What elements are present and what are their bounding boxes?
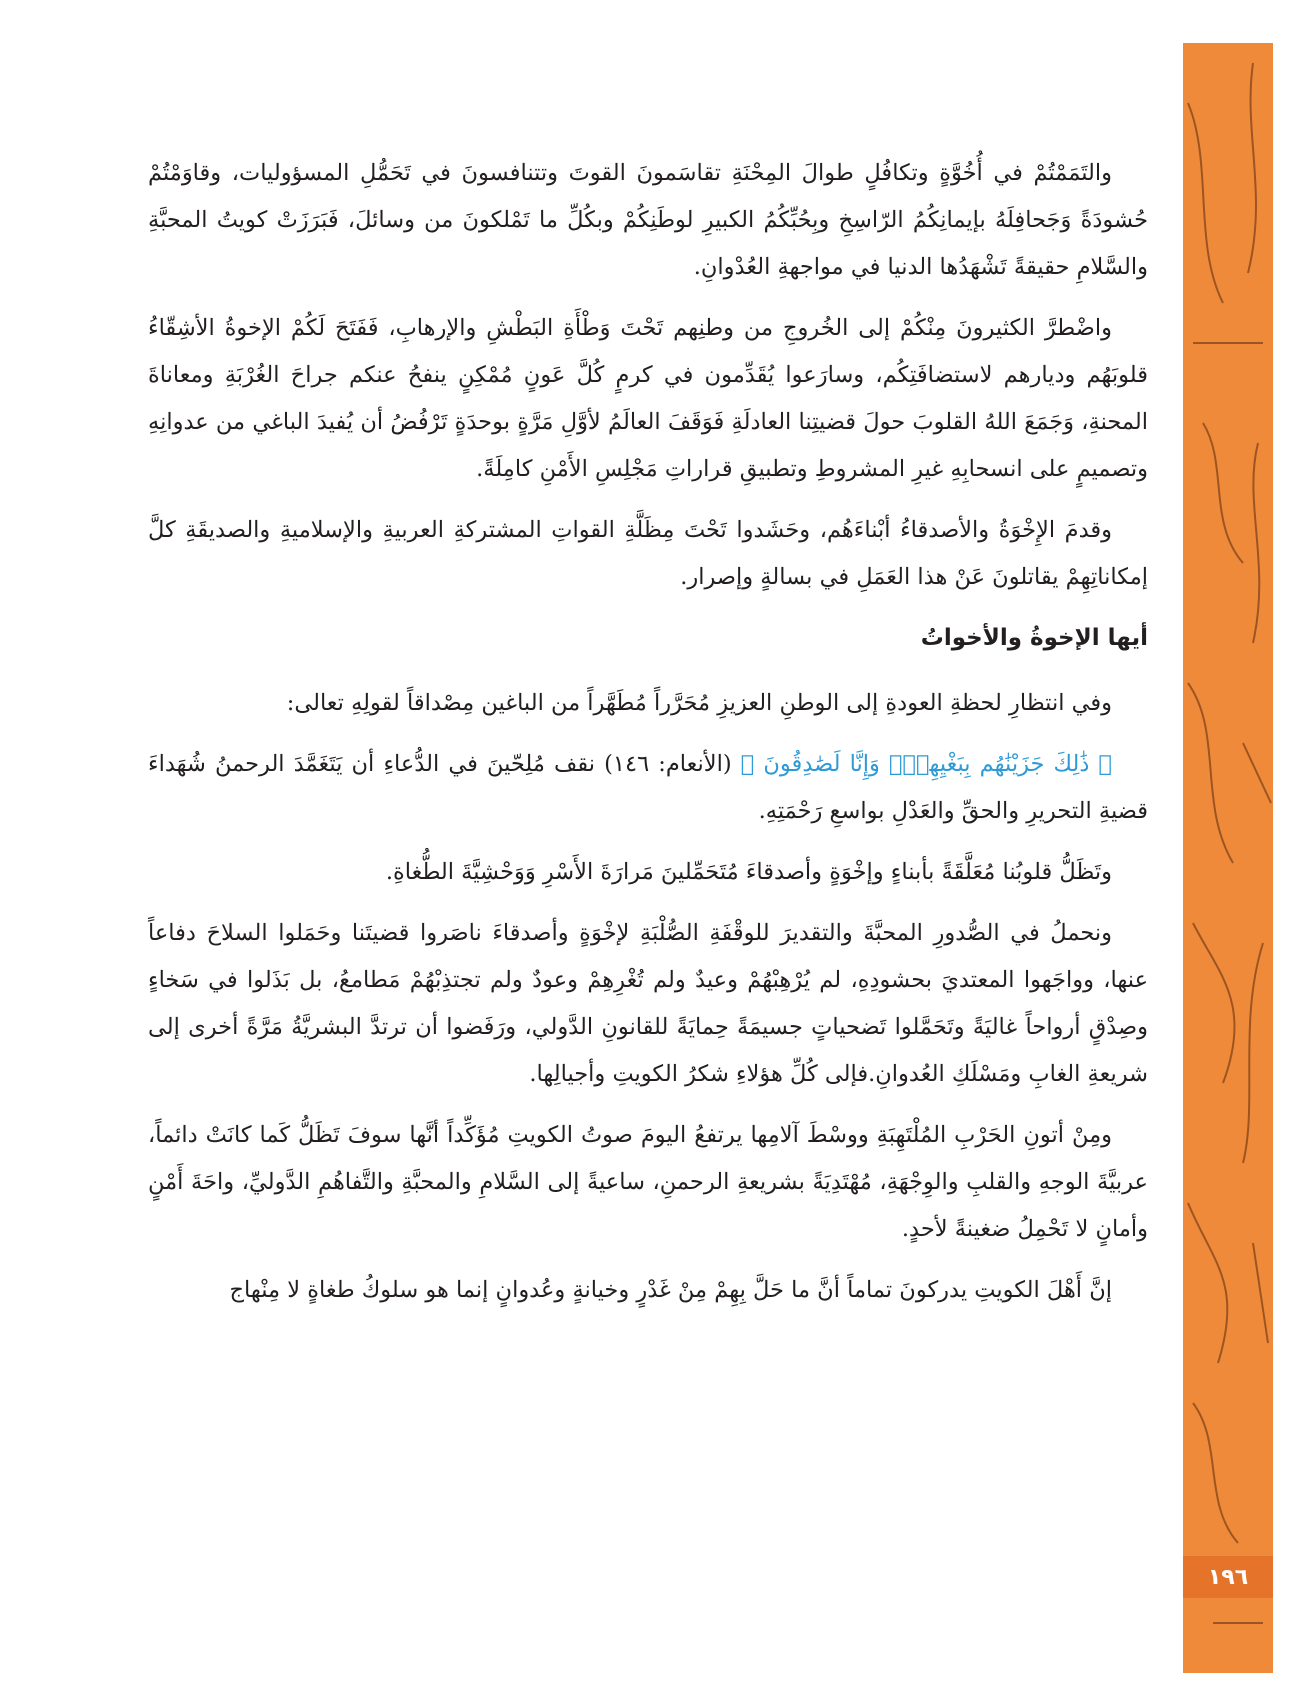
paragraph-9: إنَّ أَهْلَ الكويتِ يدركونَ تماماً أنَّ ما حَلَّ بِهِمْ مِنْ غَدْرٍ وخيانةٍ وعُدوانٍ إنما هو سلوكُ طغاةٍ لا مِنْهاج <box>229 1277 1112 1303</box>
document-body <box>148 150 1148 1328</box>
section-heading: أيها الإخوةُ والأخواتُ <box>920 625 1148 651</box>
paragraph-4: وفي انتظارِ لحظةِ العودةِ إلى الوطنِ العزيزِ مُحَرَّراً مُطَهَّراً من الباغين مِصْداقاً لقولِهِ تعالى: <box>286 690 1112 716</box>
side-band-pattern <box>1183 43 1273 1673</box>
page-number: ١٩٦ <box>1183 1556 1273 1598</box>
paragraph-7: ونحملُ في الصُّدورِ المحبَّةَ والتقديرَ للوقْفَةِ الصُّلْبَةِ لإخْوَةٍ وأصدقاءَ ناصَروا قضيتَنا وحَمَلوا السلاحَ دفاعاً عنها، وواجَهوا المعتديَ بحشودِهِ، لم يُرْهِبْهُمْ وعيدٌ ولم تُغْرِهِمْ وعودٌ ولم تجتذِبْهُمْ مَطامعُ، بل بَذَلوا في سَخاءٍ وصِدْقٍ أرواحاً غاليَةً وتَحَمَّلوا تَضحياتٍ جسيمَةً حِمايَةً للقانونِ الدَّولي، ورَفَضوا أن ترتدَّ البشريَّةُ مَرَّةً أخرى إلى شريعةِ الغابِ ومَسْلَكِ العُدوانِ.فإلى كُلِّ هؤلاءِ شكرُ الكويتِ وأجيالِها. <box>148 920 1148 1087</box>
verse-paragraph-text: (الأنعام: ١٤٦) نقف مُلِحّينَ في الدُّعاءِ أن يَتَغَمَّدَ الرحمنُ شُهَداءَ قضيةِ التحريرِ والحقِّ والعَدْلِ بواسعِ رَحْمَتِهِ. <box>148 751 1148 824</box>
paragraph-8: ومِنْ أتونِ الحَرْبِ المُلْتَهِبَةِ ووسْطَ آلامِها يرتفعُ اليومَ صوتُ الكويتِ مُؤَكِّداً أنَّها سوفَ تَظَلُّ كَما كانَتْ دائماً، عربيَّةَ الوجهِ والقلبِ والوِجْهَةِ، مُهْتَدِيَةً بشريعةِ الرحمنِ، ساعيةً إلى السَّلامِ والمحبَّةِ والتَّفاهُمِ الدَّوليِّ، واحَةَ أَمْنٍ وأمانٍ لا تَحْمِلُ ضغينةً لأحدٍ. <box>148 1122 1148 1242</box>
paragraph-6: وتَظَلُّ قلوبُنا مُعَلَّقَةً بأبناءٍ وإخْوَةٍ وأصدقاءَ مُتَحَمِّلينَ مَرارَةَ الأَسْرِ وَوَحْشِيَّةَ الطُّغاةِ. <box>385 859 1112 885</box>
paragraph-1: والتَمَمْتُمْ في أُخُوَّةٍ وتكافُلٍ طوالَ المِحْنَةِ تقاسَمونَ القوتَ وتتنافسونَ في تَحَمُّلِ المسؤوليات، وقاوَمْتُمْ حُشودَةً وَجَحافِلَهُ بإيمانِكُمُ الرّاسِخِ وبِحُبِّكُمُ الكبيرِ لوطَنِكُمْ وبكُلِّ ما تَمْلكونَ من وسائلَ، فَبَرَزَتْ كويتُ المحبَّةِ والسَّلامِ حقيقةً تَشْهَدُها الدنيا في مواجهةِ العُدْوانِ. <box>148 160 1148 280</box>
paragraph-2: واضْطرَّ الكثيرونَ مِنْكُمْ إلى الخُروجِ من وطنِهم تَحْتَ وَطْأَةِ البَطْشِ والإرهابِ، فَفَتَحَ لَكُمْ الإخوةُ الأشِقّاءُ قلوبَهُم وديارهم لاستضافَتِكُم، وسارَعوا يُقَدِّمون في كرمٍ كُلَّ عَونٍ مُمْكِنٍ ينفحُ عنكم جراحَ الغُرْبَةِ ومعاناةَ المحنةِ، وَجَمَعَ اللهُ القلوبَ حولَ قضيتِنا العادلَةِ فَوَقَفَ العالَمُ لأوَّلِ مَرَّةٍ بوحدَةٍ تَرْفُضُ أن يُفيدَ الباغي من عدوانِهِ وتصميمٍ على انسحابِهِ غيرِ المشروطِ وتطبيقِ قراراتِ مَجْلِسِ الأَمْنِ كامِلَةً. <box>148 315 1148 482</box>
decorative-side-band <box>1183 43 1273 1673</box>
paragraph-3: وقدمَ الإِخْوَةُ والأصدقاءُ أبْناءَهُم، وحَشَدوا تَحْتَ مِظَلَّةِ القواتِ المشتركةِ العربيةِ والإسلاميةِ والصديقَةِ كلَّ إمكاناتِهِمْ يقاتلونَ عَنْ هذا العَمَلِ في بسالةٍ وإصرار. <box>148 517 1148 590</box>
quran-verse: ﴿ ذَٰلِكَ جَزَيْنَٰهُم بِبَغْيِهِمْۖ وَإِنَّا لَصَٰدِقُونَ ﴾ <box>740 751 1112 777</box>
verse-paragraph <box>148 741 1148 835</box>
